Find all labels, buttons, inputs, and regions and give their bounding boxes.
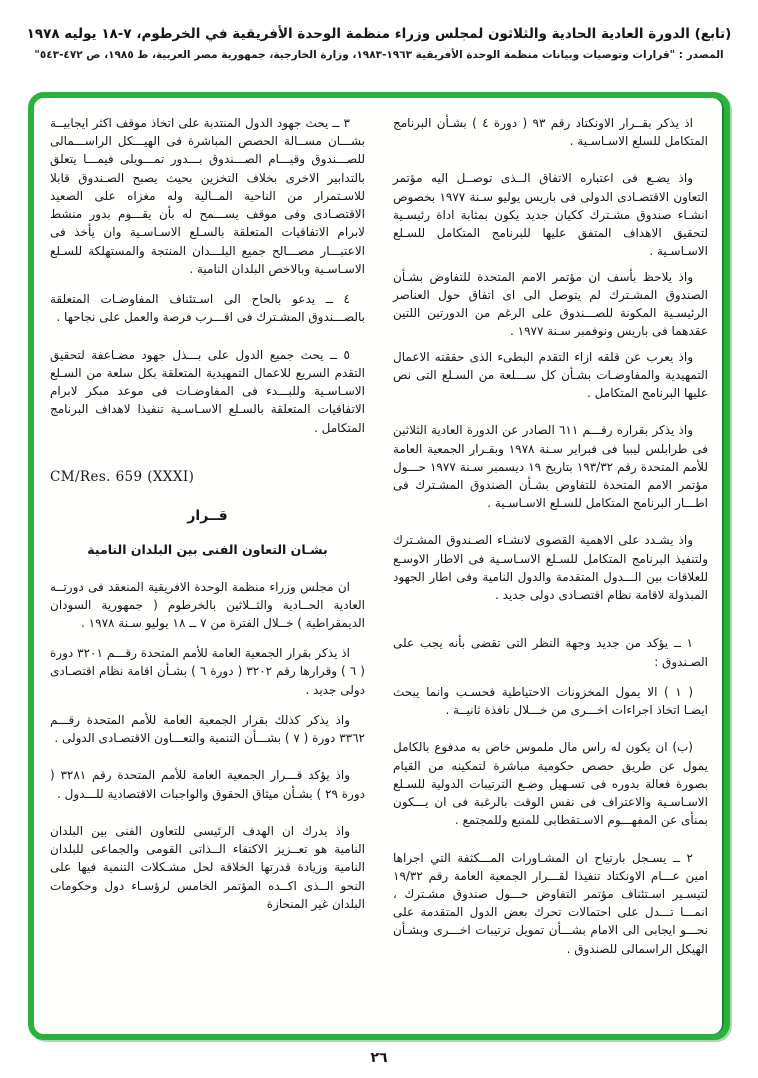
numbered-clause-4: ٤ ــ يدعو بالحاح الى اسـتئناف المفاوضـات المتعلقة بالصـــندوق المشـترك فى اقـــرب فرصة والعمل على نجاحها . (50, 292, 365, 325)
arabic-paragraph: واذ يدرك ان الهدف الرئيسى للتعاون الفنى بين البلدان النامية هو تعــزيز الاكتفاء الــذاتى القومى والجماعى للبلدان النامية وزيادة قدرتها الخلاقة لحل مشـكلات التنمية فيها على النحو الــذى اكــده المؤتمر الخامس لرؤسـاء دول وحكومات البلدان غير المنحازة (50, 823, 365, 911)
header-session-line: (تابع) الدورة العادية الحادية والثلاثون لمجلس وزراء منظمة الوحدة الأفريقية في الخرطوم، ٧-١٨ يوليه ١٩٧٨ (26, 26, 732, 42)
arabic-paragraph: اذ يذكر بقرار الجمعية العامة للأمم المتحدة رقـــم ٣٢٠١ دورة ( ٦ ) وقرارها رقم ٣٢٠٢ ( دورة ٦ ) بشـأن اقامة نظام اقتصـادى دولى جديد . (50, 646, 365, 697)
sub-clause-a: ( ١ ) الا يمول المخزونات الاحتياطية فحسـب وانما يبحث ايضـا اتخاذ اجراءات اخـــرى من خـــلال نافذة ثانيــة . (393, 684, 708, 718)
arabic-paragraph: واذ يذكر بقراره رقـــم ٦١١ الصادر عن الدورة العادية الثلاثين فى طرابلس ليبيا فى فبراير سـنة ١٩٧٨ وبقـرار الجمعية العامة للأمم المتحدة رقم ١٩٣/٣٢ بتاريخ ١٩ ديسمبر سـنة ١٩٧٧ حـــول مؤتمر الامم المتحدة للتفاوض بشـأن الصندوق المشـترك فى اطـــار البرنامج المتكامل للسـلع الاسـاسـية . (393, 423, 708, 511)
arabic-paragraph: اذ يذكر بقــرار الاونكتاد رقم ٩٣ ( دورة ٤ ) بشـأن البرنامج المتكامل للسلع الاسـاسـية . (393, 116, 708, 149)
numbered-clause-3: ٣ ــ يحث جهود الدول المنتدبة على اتخاذ موقف اكثر ايجابيــة بشـــان مســالة الحصص المباشرة فى الهيـــكل الراســـمالى للصـــندوق وقيـــام الصـــندوق بـــدور تمـــويلى فيمـــا يتعلق بالتدابير الاخرى بخلاف التخزين بحيث يصبح الصـندوق قابلا للاسـتمرار من الناحية المــالية وله مغزاه على الصعيد الاقتصـادى وفى موقف يســـمح له بأن يقـــوم بدور منشط لابرام الاتفاقيات المتعلقة بالسـلع الاسـاسـية وان يأخذ فى الاعتبـــار مصـــالح جميع البلـــدان المنتجة والمستهلكة للسـلع الاسـاسـية وبالاخص البلدان النامية . (50, 116, 365, 276)
page-number: ٢٦ (370, 1050, 388, 1066)
numbered-clause-2: ٢ ــ يسـجل بارتياح ان المشـاورات المـــكثفة التي اجراها امين عـــام الاونكتاد تنفيذا لقـــرار الجمعية العامة رقم ١٩/٣٢ لتيسـير اسـتئناف مؤتمر التفاوض حـــول صندوق مشـترك ، انمـــا تـــدل على احتمالات تحرك بعض الدول المتقدمة على نحـــو ايجابى الى الامام بشـــأن تمويل ترتيبات اخـــرى وبشـأن الهيكل الراسمالى للصندوق . (393, 850, 708, 956)
right-column (393, 114, 708, 1026)
content-frame (28, 92, 730, 1040)
left-column (50, 114, 365, 1026)
header-source-line: المصدر : "قرارات وتوصيات وبيانات منظمة الوحدة الأفريقية ١٩٦٣-١٩٨٣، وزارة الخارجية، جمهورية مصر العربية، ط ١٩٨٥، ص ٤٧٢-٥٤٣" (34, 49, 724, 61)
numbered-clause-5: ٥ ــ يحث جميع الدول على بـــذل جهود مضـاعفة لتحقيق التقدم السريع للاعمال التمهيدية المتعلقة بكل سلعة من السـلع الاسـاسـية وللبـــدء فى المفاوضـات فى موعد مبكر لابرام الاتفاقيات المتعلقة بالسـلع الاسـاسـية تنفيذا لاهداف البرنامج المتكامل . (50, 347, 365, 435)
numbered-clause-1: ١ ــ يؤكد من جديد وجهة النظر التى تقضى بأنه يجب على الصـندوق : (393, 636, 708, 669)
arabic-paragraph: واذ يلاحظ بأسف ان مؤتمر الامم المتحدة للتفاوض بشـأن الصندوق المشـترك لم يتوصل الى اى اتفاق حول العناصر الرئيسـية المكونة للصـــندوق على الرغم من الدورتين اللتين عقدهما فى باريس ونوفمبر سـنة ١٩٧٧ . (393, 269, 708, 339)
resolution-title: قــرار (187, 508, 228, 525)
resolution-number: CM/Res. 659 (XXXI) (50, 468, 195, 485)
sub-clause-b: (ب) ان يكون له راس مال ملموس خاص به مدفوع بالكامل يمول عن طريق حصص حكومية مباشرة لتمكينه من القيام بصورة فعالة بدوره فى تسـهيل وضـع الترتيبات الدولية للسـلع الاسـاسـية والاعتراف فى نفس الوقت بالرغبة فى ان يـــكون بمنأى عن المفهـــوم الاسـتقطابى للمنبع وللمجتمع . (393, 740, 708, 828)
arabic-paragraph: واذ يعرب عن قلقه ازاء التقدم البطىء الذى حققته الاعمال التمهيدية والمفاوضـات بشـأن كل ســـلعة من السـلع التى نص عليها البرنامج المتكامل . (393, 349, 708, 401)
arabic-paragraph: واذ يذكر كذلك بقرار الجمعية العامة للأمم المتحدة رقـــم ٣٣٦٢ دورة ( ٧ ) بشـــأن التنمية والتعـــاون الاقتصـادى الدولى . (50, 712, 365, 746)
arabic-paragraph: ان مجلس وزراء منظمة الوحدة الافريقية المنعقد فى دورتــه العادية الحــادية والثــلاثين بالخرطوم ( جمهورية السودان الديمقراطية ) خــلال الفترة من ٧ ــ ١٨ يوليو سـنة ١٩٧٨ . (50, 579, 365, 630)
page-header (0, 0, 758, 61)
arabic-paragraph: واذ يؤكد قـــرار الجمعية العامة للأمم المتحدة رقم ٣٢٨١ ( دورة ٢٩ ) بشـأن ميثاق الحقوق والواجبات الاقتصادية للـــدول . (50, 768, 365, 801)
two-column-layout (50, 114, 708, 1026)
arabic-paragraph: واذ يشـدد على الاهمية القصوى لانشـاء الصـندوق المشـترك ولتنفيذ البرنامج المتكامل للسـلع الاسـاسـية فى الاطار الاوسـع للعلاقات بين الـــدول المتقدمة والدول النامية وفى اطار الجهود المبذولة لاقامة نظام اقتصـادى دولى جديد . (393, 533, 708, 603)
resolution-subtitle: بشـان التعاون الفنى بين البلدان النامية (87, 541, 328, 557)
arabic-paragraph: واذ يضـع فى اعتباره الاتفاق الــذى توصــل اليه مؤتمر التعاون الاقتصـادى الدولى فى باريس يوليو سـنة ١٩٧٧ بخصوص انشـاء صندوق مشـترك ككيان جديد يكون بمثابة اداة رئيسـية لتحقيق الاهداف المتفق عليها للبرنامج المتكامل للسـلع الاسـاسـية . (393, 171, 709, 259)
